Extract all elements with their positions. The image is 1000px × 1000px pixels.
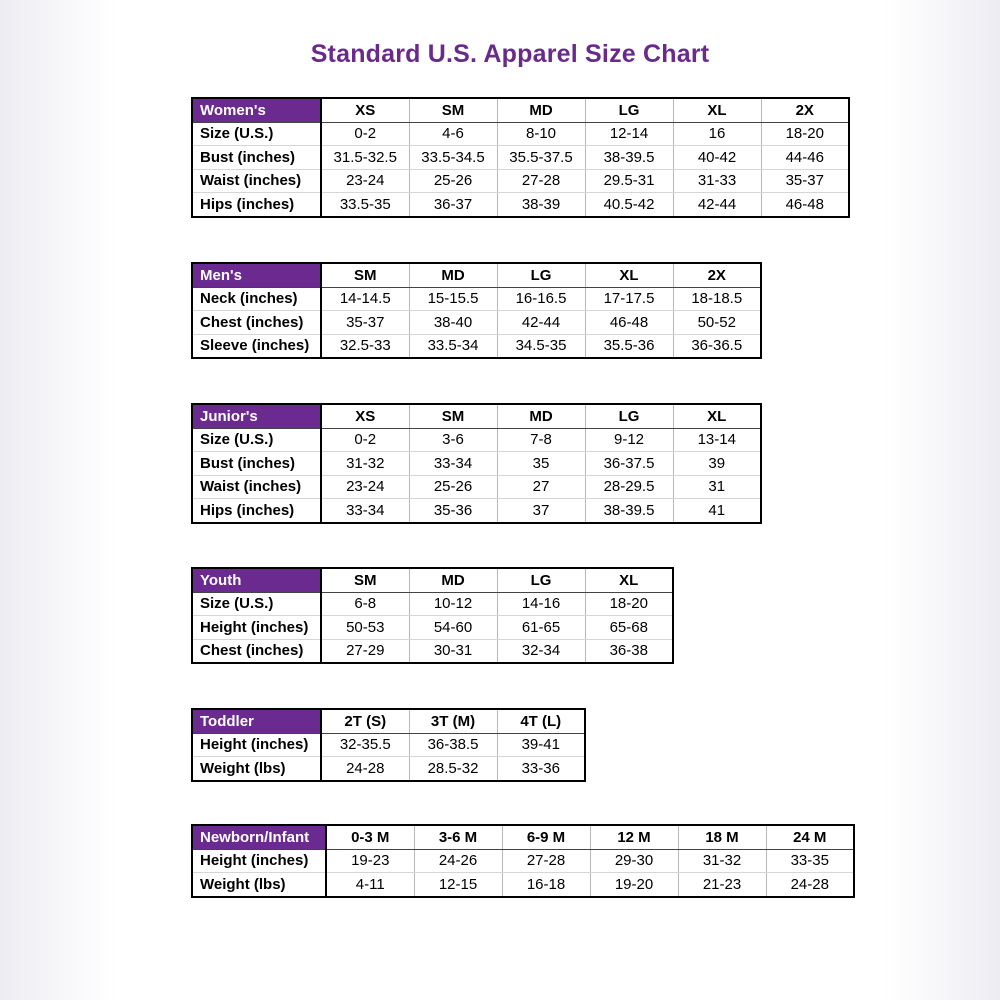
- measurement-cell: 33.5-34.5: [409, 146, 497, 170]
- measurement-cell: 24-28: [321, 757, 409, 781]
- table-category-label: Youth: [192, 568, 321, 592]
- row-label: Bust (inches): [192, 146, 321, 170]
- row-label: Chest (inches): [192, 311, 321, 335]
- measurement-cell: 0-2: [321, 122, 409, 146]
- measurement-cell: 38-39.5: [585, 146, 673, 170]
- measurement-cell: 61-65: [497, 616, 585, 640]
- measurement-cell: 46-48: [761, 193, 849, 217]
- measurement-cell: 32-35.5: [321, 733, 409, 757]
- row-label: Waist (inches): [192, 169, 321, 193]
- table-row: [192, 287, 761, 311]
- measurement-cell: 28.5-32: [409, 757, 497, 781]
- measurement-cell: 35.5-37.5: [497, 146, 585, 170]
- measurement-cell: 33-34: [409, 452, 497, 476]
- size-column-header: 18 M: [678, 825, 766, 849]
- size-column-header: 2T (S): [321, 709, 409, 733]
- measurement-cell: 21-23: [678, 873, 766, 897]
- measurement-cell: 23-24: [321, 169, 409, 193]
- womens-size-table: [191, 97, 850, 218]
- measurement-cell: 36-36.5: [673, 334, 761, 358]
- table-row: [192, 592, 673, 616]
- row-label: Neck (inches): [192, 287, 321, 311]
- juniors-size-table: [191, 403, 762, 524]
- measurement-cell: 33-36: [497, 757, 585, 781]
- measurement-cell: 23-24: [321, 475, 409, 499]
- size-column-header: 3T (M): [409, 709, 497, 733]
- header-row: [192, 568, 673, 592]
- table-row: [192, 122, 849, 146]
- measurement-cell: 32.5-33: [321, 334, 409, 358]
- size-column-header: SM: [409, 404, 497, 428]
- measurement-cell: 7-8: [497, 428, 585, 452]
- measurement-cell: 35: [497, 452, 585, 476]
- table-category-label: Men's: [192, 263, 321, 287]
- table-category-label: Toddler: [192, 709, 321, 733]
- measurement-cell: 27-29: [321, 639, 409, 663]
- size-column-header: SM: [409, 98, 497, 122]
- size-column-header: XS: [321, 404, 409, 428]
- size-column-header: MD: [409, 263, 497, 287]
- measurement-cell: 31-32: [678, 849, 766, 873]
- measurement-cell: 12-14: [585, 122, 673, 146]
- measurement-cell: 9-12: [585, 428, 673, 452]
- size-column-header: LG: [585, 404, 673, 428]
- table-category-label: Junior's: [192, 404, 321, 428]
- measurement-cell: 28-29.5: [585, 475, 673, 499]
- measurement-cell: 25-26: [409, 475, 497, 499]
- measurement-cell: 10-12: [409, 592, 497, 616]
- measurement-cell: 27-28: [497, 169, 585, 193]
- row-label: Height (inches): [192, 616, 321, 640]
- measurement-cell: 44-46: [761, 146, 849, 170]
- measurement-cell: 31.5-32.5: [321, 146, 409, 170]
- newborn-size-table: [191, 824, 855, 898]
- table-category-label: Women's: [192, 98, 321, 122]
- measurement-cell: 19-20: [590, 873, 678, 897]
- header-row: [192, 825, 854, 849]
- table-row: [192, 616, 673, 640]
- measurement-cell: 15-15.5: [409, 287, 497, 311]
- size-column-header: 4T (L): [497, 709, 585, 733]
- measurement-cell: 27: [497, 475, 585, 499]
- measurement-cell: 14-14.5: [321, 287, 409, 311]
- table-row: [192, 499, 761, 523]
- measurement-cell: 39-41: [497, 733, 585, 757]
- table-row: [192, 334, 761, 358]
- row-label: Waist (inches): [192, 475, 321, 499]
- measurement-cell: 31-33: [673, 169, 761, 193]
- measurement-cell: 29.5-31: [585, 169, 673, 193]
- size-column-header: LG: [497, 263, 585, 287]
- measurement-cell: 40-42: [673, 146, 761, 170]
- size-column-header: XL: [585, 263, 673, 287]
- measurement-cell: 16-18: [502, 873, 590, 897]
- size-column-header: 24 M: [766, 825, 854, 849]
- measurement-cell: 3-6: [409, 428, 497, 452]
- table-row: [192, 452, 761, 476]
- measurement-cell: 17-17.5: [585, 287, 673, 311]
- measurement-cell: 42-44: [673, 193, 761, 217]
- measurement-cell: 16: [673, 122, 761, 146]
- size-column-header: 0-3 M: [326, 825, 414, 849]
- size-column-header: MD: [497, 98, 585, 122]
- size-column-header: 2X: [761, 98, 849, 122]
- measurement-cell: 14-16: [497, 592, 585, 616]
- measurement-cell: 4-6: [409, 122, 497, 146]
- measurement-cell: 39: [673, 452, 761, 476]
- row-label: Size (U.S.): [192, 122, 321, 146]
- measurement-cell: 33-35: [766, 849, 854, 873]
- toddler-size-table: [191, 708, 586, 782]
- measurement-cell: 13-14: [673, 428, 761, 452]
- row-label: Hips (inches): [192, 193, 321, 217]
- measurement-cell: 35-37: [321, 311, 409, 335]
- measurement-cell: 42-44: [497, 311, 585, 335]
- measurement-cell: 4-11: [326, 873, 414, 897]
- row-label: Weight (lbs): [192, 873, 326, 897]
- size-column-header: LG: [497, 568, 585, 592]
- size-column-header: 6-9 M: [502, 825, 590, 849]
- measurement-cell: 38-40: [409, 311, 497, 335]
- measurement-cell: 8-10: [497, 122, 585, 146]
- measurement-cell: 33.5-35: [321, 193, 409, 217]
- header-row: [192, 404, 761, 428]
- measurement-cell: 32-34: [497, 639, 585, 663]
- measurement-cell: 36-37.5: [585, 452, 673, 476]
- size-column-header: MD: [497, 404, 585, 428]
- table-row: [192, 757, 585, 781]
- measurement-cell: 24-26: [414, 849, 502, 873]
- table-row: [192, 428, 761, 452]
- table-row: [192, 146, 849, 170]
- measurement-cell: 50-52: [673, 311, 761, 335]
- header-row: [192, 709, 585, 733]
- measurement-cell: 24-28: [766, 873, 854, 897]
- measurement-cell: 65-68: [585, 616, 673, 640]
- measurement-cell: 12-15: [414, 873, 502, 897]
- measurement-cell: 18-20: [761, 122, 849, 146]
- measurement-cell: 36-37: [409, 193, 497, 217]
- row-label: Bust (inches): [192, 452, 321, 476]
- measurement-cell: 25-26: [409, 169, 497, 193]
- table-category-label: Newborn/Infant: [192, 825, 326, 849]
- size-column-header: XS: [321, 98, 409, 122]
- row-label: Weight (lbs): [192, 757, 321, 781]
- row-label: Chest (inches): [192, 639, 321, 663]
- size-column-header: 12 M: [590, 825, 678, 849]
- row-label: Size (U.S.): [192, 592, 321, 616]
- table-row: [192, 169, 849, 193]
- table-row: [192, 639, 673, 663]
- measurement-cell: 0-2: [321, 428, 409, 452]
- row-label: Size (U.S.): [192, 428, 321, 452]
- table-row: [192, 475, 761, 499]
- row-label: Sleeve (inches): [192, 334, 321, 358]
- measurement-cell: 36-38: [585, 639, 673, 663]
- measurement-cell: 37: [497, 499, 585, 523]
- size-column-header: SM: [321, 263, 409, 287]
- table-row: [192, 873, 854, 897]
- measurement-cell: 18-18.5: [673, 287, 761, 311]
- table-row: [192, 733, 585, 757]
- measurement-cell: 19-23: [326, 849, 414, 873]
- measurement-cell: 38-39.5: [585, 499, 673, 523]
- row-label: Height (inches): [192, 733, 321, 757]
- header-row: [192, 98, 849, 122]
- mens-size-table: [191, 262, 762, 359]
- size-column-header: XL: [585, 568, 673, 592]
- measurement-cell: 29-30: [590, 849, 678, 873]
- table-row: [192, 311, 761, 335]
- measurement-cell: 6-8: [321, 592, 409, 616]
- measurement-cell: 46-48: [585, 311, 673, 335]
- row-label: Height (inches): [192, 849, 326, 873]
- measurement-cell: 31: [673, 475, 761, 499]
- size-column-header: 3-6 M: [414, 825, 502, 849]
- measurement-cell: 54-60: [409, 616, 497, 640]
- measurement-cell: 27-28: [502, 849, 590, 873]
- size-column-header: XL: [673, 98, 761, 122]
- size-column-header: XL: [673, 404, 761, 428]
- measurement-cell: 18-20: [585, 592, 673, 616]
- measurement-cell: 41: [673, 499, 761, 523]
- measurement-cell: 35-37: [761, 169, 849, 193]
- measurement-cell: 38-39: [497, 193, 585, 217]
- size-column-header: MD: [409, 568, 497, 592]
- row-label: Hips (inches): [192, 499, 321, 523]
- measurement-cell: 35-36: [409, 499, 497, 523]
- page-title: Standard U.S. Apparel Size Chart: [310, 40, 710, 68]
- size-column-header: LG: [585, 98, 673, 122]
- measurement-cell: 31-32: [321, 452, 409, 476]
- measurement-cell: 35.5-36: [585, 334, 673, 358]
- measurement-cell: 34.5-35: [497, 334, 585, 358]
- size-column-header: 2X: [673, 263, 761, 287]
- size-column-header: SM: [321, 568, 409, 592]
- table-row: [192, 849, 854, 873]
- measurement-cell: 33-34: [321, 499, 409, 523]
- measurement-cell: 36-38.5: [409, 733, 497, 757]
- measurement-cell: 33.5-34: [409, 334, 497, 358]
- measurement-cell: 40.5-42: [585, 193, 673, 217]
- measurement-cell: 50-53: [321, 616, 409, 640]
- header-row: [192, 263, 761, 287]
- table-row: [192, 193, 849, 217]
- youth-size-table: [191, 567, 674, 664]
- measurement-cell: 30-31: [409, 639, 497, 663]
- measurement-cell: 16-16.5: [497, 287, 585, 311]
